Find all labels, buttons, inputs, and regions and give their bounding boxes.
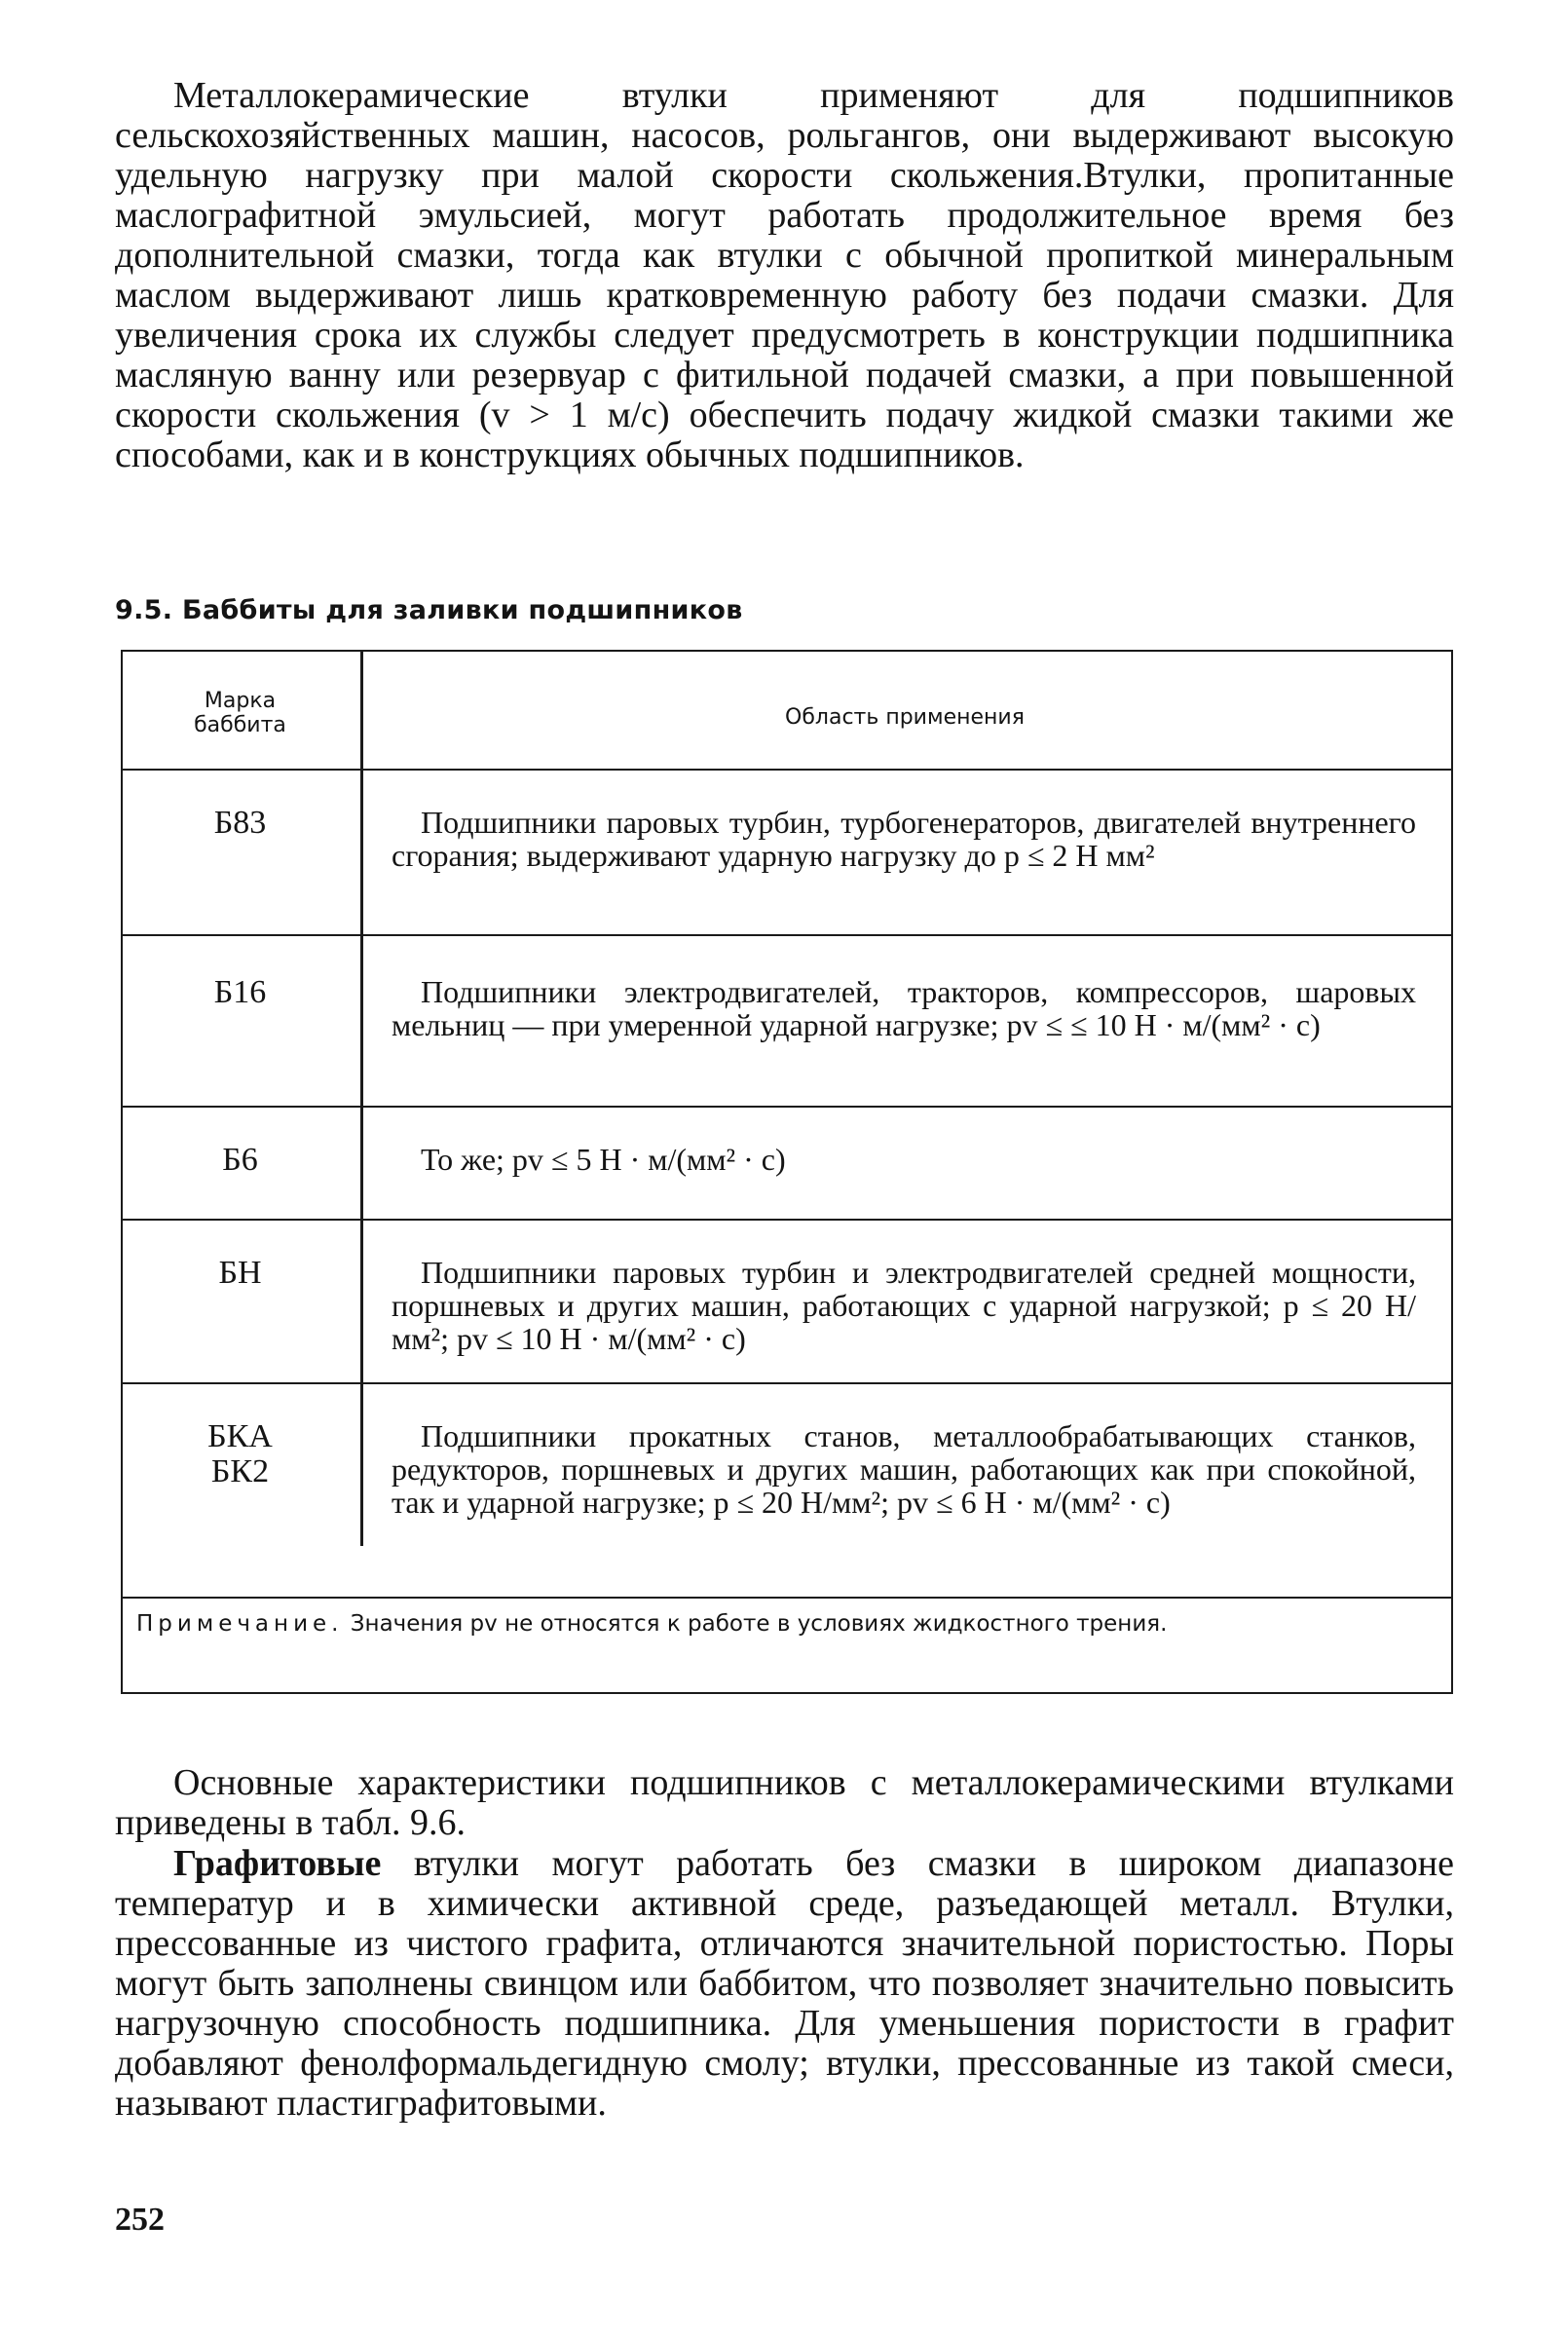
table-row-grade: Б83 [213, 805, 267, 841]
table-row-grade [121, 1419, 359, 1489]
table-row-grade: БН [218, 1255, 262, 1291]
table-note [121, 1609, 1426, 1639]
table-top-rule [121, 650, 1453, 652]
header-grade-line2: баббита [194, 713, 286, 737]
row-rule [121, 1597, 1453, 1599]
header-application: Область применения [785, 705, 1025, 730]
characteristics-paragraph: Основные характеристики подшипников с металлокерамическими втулками приведены в табл. 9.6. [115, 1762, 1454, 1843]
graphite-paragraph [115, 1844, 1454, 2124]
table-row-grade: Б6 [222, 1142, 258, 1178]
row-rule [121, 1219, 1453, 1221]
row-rule [121, 934, 1453, 936]
table-note-label: Примечание. [136, 1611, 344, 1637]
table-row-application: Подшипники паровых турбин и электродвигателей средней мощности, поршневых и других машин, работающих с ударной нагрузкой; p ≤ 20 Н/мм²; pv ≤ 10 Н · м/(мм² · с) [392, 1255, 1416, 1356]
table-row-grade: Б16 [213, 974, 267, 1010]
table-right-border [1451, 650, 1453, 1694]
header-rule [121, 769, 1453, 771]
table-row-grade-line1: БКА [207, 1418, 273, 1454]
graphite-lead-term: Графитовые [173, 1843, 382, 1884]
table-caption: 9.5. Баббиты для заливки подшипников [115, 595, 743, 625]
table-row-application: То же; pv ≤ 5 Н · м/(мм² · с) [421, 1142, 786, 1177]
page-number: 252 [115, 2202, 165, 2238]
header-grade [121, 689, 359, 737]
header-grade-line1: Марка [204, 689, 277, 713]
row-rule [121, 1382, 1453, 1384]
table-bottom-rule [121, 1692, 1453, 1694]
graphite-paragraph-text: втулки могут работать без смазки в широком диапазоне температур и в химически активной среде, разъедающей металл. Втулки, прессованные из чистого графита, отличаются значительной пористостью. Поры могут быть заполнены свинцом или баббитом, что позволяет значительно повысить нагрузочную способность подшипника. Для уменьшения пористости в графит добавляют фенолформальдегидную смолу; втулки, прессованные из такой смеси, называют пластиграфитовыми. [115, 1843, 1454, 2124]
row-rule [121, 1106, 1453, 1108]
table-row-application: Подшипники паровых турбин, турбогенераторов, двигателей внутреннего сгорания; выдерживают ударную нагрузку до p ≤ 2 Н мм² [392, 805, 1416, 873]
table-row-grade-line2: БК2 [210, 1453, 270, 1489]
column-divider [360, 650, 363, 1546]
intro-paragraph: Металлокерамические втулки применяют для подшипников сельскохозяйственных машин, насосов, рольгангов, они выдерживают высокую удельную нагрузку при малой скорости скольжения.Втулки, пропитанные маслографитной эмульсией, могут работать продолжительное время без дополнительной смазки, тогда как втулки с обычной пропиткой минеральным маслом выдерживают лишь кратковременную работу без подачи смазки. Для увеличения срока их службы следует предусмотреть в конструкции подшипника масляную ванну или резервуар с фитильной подачей смазки, а при повышенной скорости скольжения (v > 1 м/с) обеспечить подачу жидкой смазки такими же способами, как и в конструкциях обычных подшипников. [115, 75, 1454, 475]
table-note-text: Значения pv не относятся к работе в условиях жидкостного трения. [343, 1611, 1168, 1637]
table-row-application: Подшипники электродвигателей, тракторов, компрессоров, шаровых мельниц — при умеренной ударной нагрузке; pv ≤ ≤ 10 Н · м/(мм² · с) [392, 974, 1416, 1042]
babbitt-table [121, 650, 1453, 1694]
table-row-application: Подшипники прокатных станов, металлообрабатывающих станков, редукторов, поршневых и других машин, работающих как при спокойной, так и ударной нагрузке; p ≤ 20 Н/мм²; pv ≤ 6 Н · м/(мм² · с) [392, 1418, 1416, 1520]
